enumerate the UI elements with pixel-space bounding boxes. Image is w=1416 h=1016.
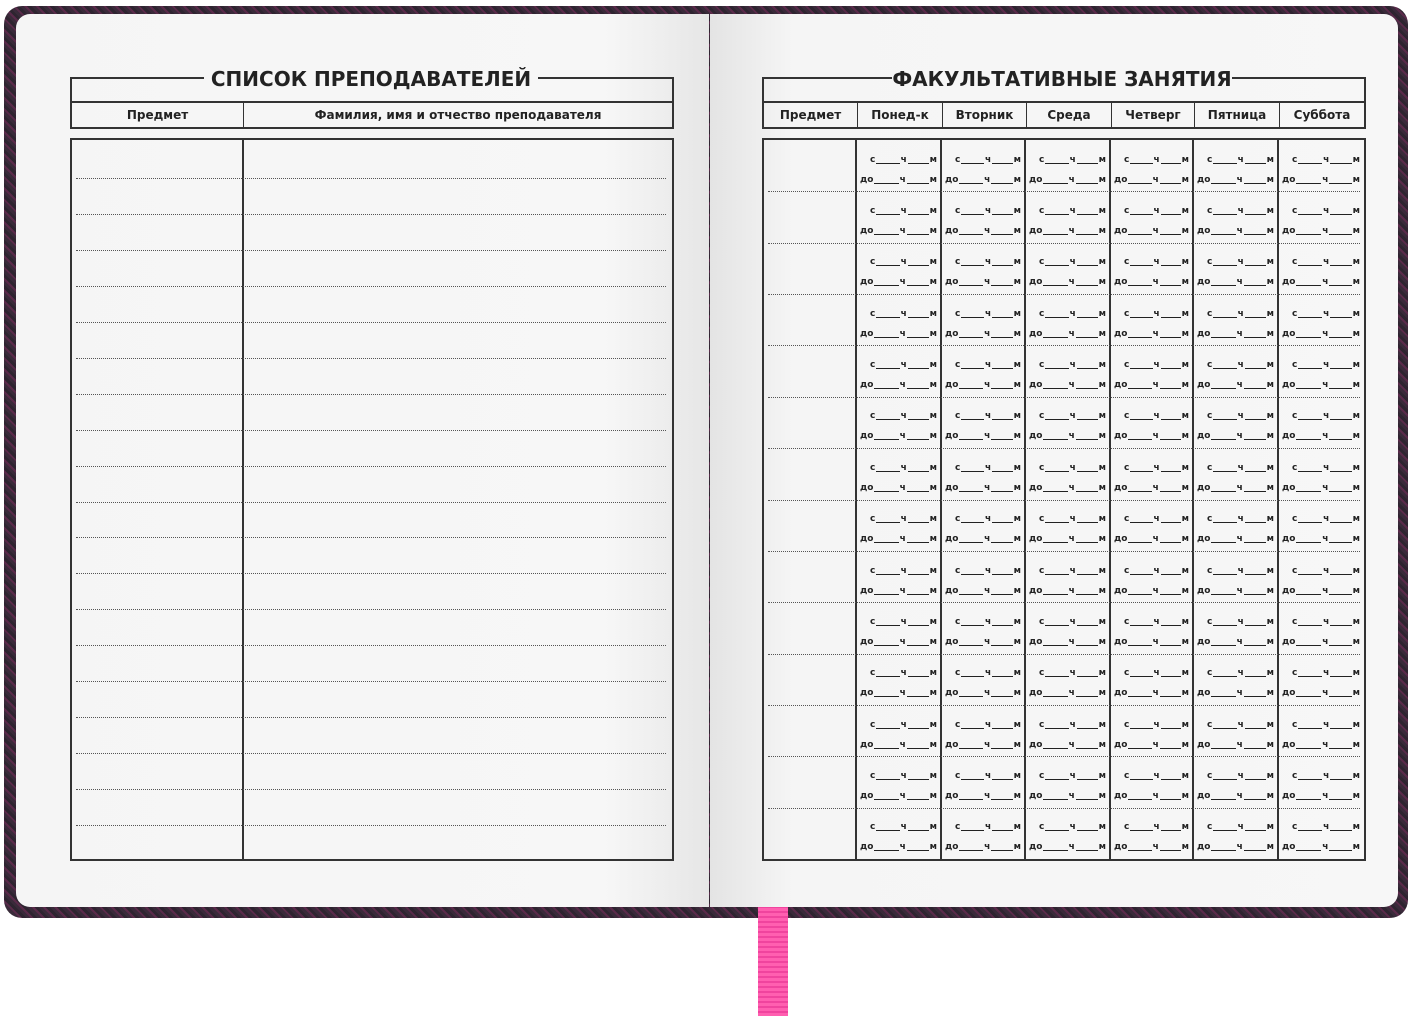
grid-row-divider bbox=[768, 602, 1360, 603]
subject-cell[interactable] bbox=[764, 808, 856, 859]
time-slot-wednesday[interactable]: с ч м до ч м bbox=[1029, 565, 1106, 596]
time-slot-monday[interactable]: с ч м до ч м bbox=[860, 462, 937, 493]
writing-line[interactable] bbox=[76, 573, 666, 574]
time-slot-monday[interactable]: с ч м до ч м bbox=[860, 565, 937, 596]
time-slot-monday[interactable]: с ч м до ч м bbox=[860, 668, 937, 699]
time-slot-saturday[interactable]: с ч м до ч м bbox=[1282, 668, 1360, 699]
time-slot-saturday[interactable]: с ч м до ч м bbox=[1282, 719, 1360, 750]
title-rule-left bbox=[762, 77, 892, 79]
subject-cell[interactable] bbox=[764, 654, 856, 705]
grid-row-divider bbox=[768, 243, 1360, 244]
writing-line[interactable] bbox=[76, 717, 666, 718]
grid-row-divider bbox=[768, 551, 1360, 552]
column-tuesday: Вторник bbox=[943, 103, 1027, 127]
grid-row-divider bbox=[768, 397, 1360, 398]
column-wednesday: Среда bbox=[1027, 103, 1112, 127]
time-slot-saturday[interactable]: с ч м до ч м bbox=[1282, 616, 1360, 647]
time-slot-saturday[interactable]: с ч м до ч м bbox=[1282, 154, 1360, 185]
time-slot-saturday[interactable]: с ч м до ч м bbox=[1282, 770, 1360, 801]
time-slot-monday[interactable]: с ч м до ч м bbox=[860, 154, 937, 185]
time-slot-tuesday[interactable]: с ч м до ч м bbox=[945, 616, 1021, 647]
writing-line[interactable] bbox=[76, 178, 666, 179]
time-slot-friday[interactable]: с ч м до ч м bbox=[1197, 308, 1274, 339]
teachers-header bbox=[70, 101, 674, 129]
column-divider bbox=[242, 140, 244, 859]
time-slot-friday[interactable]: с ч м до ч м bbox=[1197, 668, 1274, 699]
grid-row-divider bbox=[768, 808, 1360, 809]
time-slot-saturday[interactable]: с ч м до ч м bbox=[1282, 206, 1360, 237]
time-slot-tuesday[interactable]: с ч м до ч м bbox=[945, 257, 1021, 288]
time-slot-thursday[interactable]: с ч м до ч м bbox=[1114, 565, 1189, 596]
time-slot-thursday[interactable]: с ч м до ч м bbox=[1114, 257, 1189, 288]
bookmark-ribbon[interactable] bbox=[758, 905, 788, 1016]
time-slot-monday[interactable]: с ч м до ч м bbox=[860, 257, 937, 288]
column-teacher-name: Фамилия, имя и отчество преподавателя bbox=[314, 108, 602, 122]
time-slot-wednesday[interactable]: с ч м до ч м bbox=[1029, 308, 1106, 339]
time-slot-tuesday[interactable]: с ч м до ч м bbox=[945, 360, 1021, 391]
time-slot-wednesday[interactable]: с ч м до ч м bbox=[1029, 154, 1106, 185]
column-friday: Пятница bbox=[1195, 103, 1280, 127]
time-slot-monday[interactable]: с ч м до ч м bbox=[860, 770, 937, 801]
time-slot-friday[interactable]: с ч м до ч м bbox=[1197, 616, 1274, 647]
subject-cell[interactable] bbox=[764, 500, 856, 551]
time-slot-monday[interactable]: с ч м до ч м bbox=[860, 308, 937, 339]
time-slot-thursday[interactable]: с ч м до ч м bbox=[1114, 308, 1189, 339]
time-slot-tuesday[interactable]: с ч м до ч м bbox=[945, 668, 1021, 699]
subject-cell[interactable] bbox=[764, 191, 856, 242]
time-slot-friday[interactable]: с ч м до ч м bbox=[1197, 206, 1274, 237]
time-slot-saturday[interactable]: с ч м до ч м bbox=[1282, 308, 1360, 339]
writing-line[interactable] bbox=[76, 681, 666, 682]
teachers-table[interactable] bbox=[70, 138, 674, 861]
column-thursday: Четверг bbox=[1112, 103, 1195, 127]
time-slot-thursday[interactable]: с ч м до ч м bbox=[1114, 668, 1189, 699]
time-slot-friday[interactable]: с ч м до ч м bbox=[1197, 770, 1274, 801]
title-rule-right bbox=[1232, 77, 1366, 79]
time-slot-wednesday[interactable]: с ч м до ч м bbox=[1029, 411, 1106, 442]
column-subject: Предмет bbox=[764, 103, 858, 127]
column-subject: Предмет bbox=[72, 103, 244, 127]
time-slot-saturday[interactable]: с ч м до ч м bbox=[1282, 565, 1360, 596]
time-slot-tuesday[interactable]: с ч м до ч м bbox=[945, 514, 1021, 545]
time-slot-monday[interactable]: с ч м до ч м bbox=[860, 411, 937, 442]
time-slot-saturday[interactable]: с ч м до ч м bbox=[1282, 411, 1360, 442]
time-slot-monday[interactable]: с ч м до ч м bbox=[860, 206, 937, 237]
grid-row-divider bbox=[768, 654, 1360, 655]
time-slot-tuesday[interactable]: с ч м до ч м bbox=[945, 565, 1021, 596]
writing-line[interactable] bbox=[76, 825, 666, 826]
time-slot-wednesday[interactable]: с ч м до ч м bbox=[1029, 719, 1106, 750]
subject-cell[interactable] bbox=[764, 705, 856, 756]
title-rule-left bbox=[70, 77, 204, 79]
time-slot-thursday[interactable]: с ч м до ч м bbox=[1114, 360, 1189, 391]
subject-cell[interactable] bbox=[764, 294, 856, 345]
right-page-title: ФАКУЛЬТАТИВНЫЕ ЗАНЯТИЯ bbox=[892, 67, 1232, 91]
subject-cell[interactable] bbox=[764, 448, 856, 499]
time-slot-friday[interactable]: с ч м до ч м bbox=[1197, 565, 1274, 596]
time-slot-saturday[interactable]: с ч м до ч м bbox=[1282, 514, 1360, 545]
writing-line[interactable] bbox=[76, 645, 666, 646]
subject-cell[interactable] bbox=[764, 345, 856, 396]
time-slot-thursday[interactable]: с ч м до ч м bbox=[1114, 770, 1189, 801]
time-slot-saturday[interactable]: с ч м до ч м bbox=[1282, 257, 1360, 288]
time-slot-monday[interactable]: с ч м до ч м bbox=[860, 616, 937, 647]
left-page-title: СПИСОК ПРЕПОДАВАТЕЛЕЙ bbox=[210, 67, 532, 91]
time-slot-tuesday[interactable]: с ч м до ч м bbox=[945, 308, 1021, 339]
time-slot-friday[interactable]: с ч м до ч м bbox=[1197, 462, 1274, 493]
time-slot-wednesday[interactable]: с ч м до ч м bbox=[1029, 514, 1106, 545]
grid-row-divider bbox=[768, 705, 1360, 706]
time-slot-tuesday[interactable]: с ч м до ч м bbox=[945, 719, 1021, 750]
time-slot-saturday[interactable]: с ч м до ч м bbox=[1282, 462, 1360, 493]
title-rule-right bbox=[538, 77, 674, 79]
time-slot-tuesday[interactable]: с ч м до ч м bbox=[945, 822, 1021, 853]
subject-cell[interactable] bbox=[764, 602, 856, 653]
writing-line[interactable] bbox=[76, 537, 666, 538]
title-rule-right-post bbox=[672, 77, 674, 103]
electives-header bbox=[762, 101, 1366, 129]
time-slot-tuesday[interactable]: с ч м до ч м bbox=[945, 154, 1021, 185]
writing-line[interactable] bbox=[76, 789, 666, 790]
title-rule-right-post bbox=[1364, 77, 1366, 103]
time-slot-wednesday[interactable]: с ч м до ч м bbox=[1029, 206, 1106, 237]
column-saturday: Суббота bbox=[1293, 108, 1351, 122]
grid-row-divider bbox=[768, 191, 1360, 192]
writing-line[interactable] bbox=[76, 502, 666, 503]
time-slot-tuesday[interactable]: с ч м до ч м bbox=[945, 411, 1021, 442]
time-slot-thursday[interactable]: с ч м до ч м bbox=[1114, 411, 1189, 442]
grid-row-divider bbox=[768, 448, 1360, 449]
time-slot-thursday[interactable]: с ч м до ч м bbox=[1114, 462, 1189, 493]
time-slot-friday[interactable]: с ч м до ч м bbox=[1197, 411, 1274, 442]
subject-cell[interactable] bbox=[764, 397, 856, 448]
writing-line[interactable] bbox=[76, 394, 666, 395]
subject-cell[interactable] bbox=[764, 243, 856, 294]
writing-line[interactable] bbox=[76, 358, 666, 359]
time-slot-wednesday[interactable]: с ч м до ч м bbox=[1029, 616, 1106, 647]
grid-row-divider bbox=[768, 756, 1360, 757]
title-rule-left-post bbox=[70, 77, 72, 103]
grid-row-divider bbox=[768, 500, 1360, 501]
time-slot-wednesday[interactable]: с ч м до ч м bbox=[1029, 360, 1106, 391]
time-slot-monday[interactable]: с ч м до ч м bbox=[860, 822, 937, 853]
writing-line[interactable] bbox=[76, 322, 666, 323]
grid-row-divider bbox=[768, 294, 1360, 295]
writing-line[interactable] bbox=[76, 430, 666, 431]
title-rule-left-post bbox=[762, 77, 764, 103]
time-slot-thursday[interactable]: с ч м до ч м bbox=[1114, 719, 1189, 750]
grid-row-divider bbox=[768, 345, 1360, 346]
time-slot-friday[interactable]: с ч м до ч м bbox=[1197, 719, 1274, 750]
time-slot-friday[interactable]: с ч м до ч м bbox=[1197, 822, 1274, 853]
time-slot-monday[interactable]: с ч м до ч м bbox=[860, 719, 937, 750]
time-slot-thursday[interactable]: с ч м до ч м bbox=[1114, 514, 1189, 545]
electives-table[interactable] bbox=[762, 138, 1366, 861]
time-slot-wednesday[interactable]: с ч м до ч м bbox=[1029, 257, 1106, 288]
time-slot-thursday[interactable]: с ч м до ч м bbox=[1114, 616, 1189, 647]
subject-cell[interactable] bbox=[764, 551, 856, 602]
time-slot-thursday[interactable]: с ч м до ч м bbox=[1114, 822, 1189, 853]
time-slot-monday[interactable]: с ч м до ч м bbox=[860, 514, 937, 545]
writing-line[interactable] bbox=[76, 214, 666, 215]
time-slot-saturday[interactable]: с ч м до ч м bbox=[1282, 360, 1360, 391]
time-slot-monday[interactable]: с ч м до ч м bbox=[860, 360, 937, 391]
time-slot-friday[interactable]: с ч м до ч м bbox=[1197, 360, 1274, 391]
writing-line[interactable] bbox=[76, 753, 666, 754]
column-monday: Понед-к bbox=[858, 103, 943, 127]
time-slot-wednesday[interactable]: с ч м до ч м bbox=[1029, 770, 1106, 801]
time-slot-tuesday[interactable]: с ч м до ч м bbox=[945, 770, 1021, 801]
time-slot-friday[interactable]: с ч м до ч м bbox=[1197, 257, 1274, 288]
time-slot-tuesday[interactable]: с ч м до ч м bbox=[945, 206, 1021, 237]
subject-cell[interactable] bbox=[764, 756, 856, 807]
time-slot-wednesday[interactable]: с ч м до ч м bbox=[1029, 822, 1106, 853]
writing-line[interactable] bbox=[76, 286, 666, 287]
time-slot-thursday[interactable]: с ч м до ч м bbox=[1114, 206, 1189, 237]
time-slot-wednesday[interactable]: с ч м до ч м bbox=[1029, 668, 1106, 699]
time-slot-tuesday[interactable]: с ч м до ч м bbox=[945, 462, 1021, 493]
writing-line[interactable] bbox=[76, 466, 666, 467]
subject-cell[interactable] bbox=[764, 140, 856, 191]
time-slot-thursday[interactable]: с ч м до ч м bbox=[1114, 154, 1189, 185]
writing-line[interactable] bbox=[76, 609, 666, 610]
time-slot-wednesday[interactable]: с ч м до ч м bbox=[1029, 462, 1106, 493]
writing-line[interactable] bbox=[76, 250, 666, 251]
time-slot-friday[interactable]: с ч м до ч м bbox=[1197, 154, 1274, 185]
time-slot-saturday[interactable]: с ч м до ч м bbox=[1282, 822, 1360, 853]
time-slot-friday[interactable]: с ч м до ч м bbox=[1197, 514, 1274, 545]
